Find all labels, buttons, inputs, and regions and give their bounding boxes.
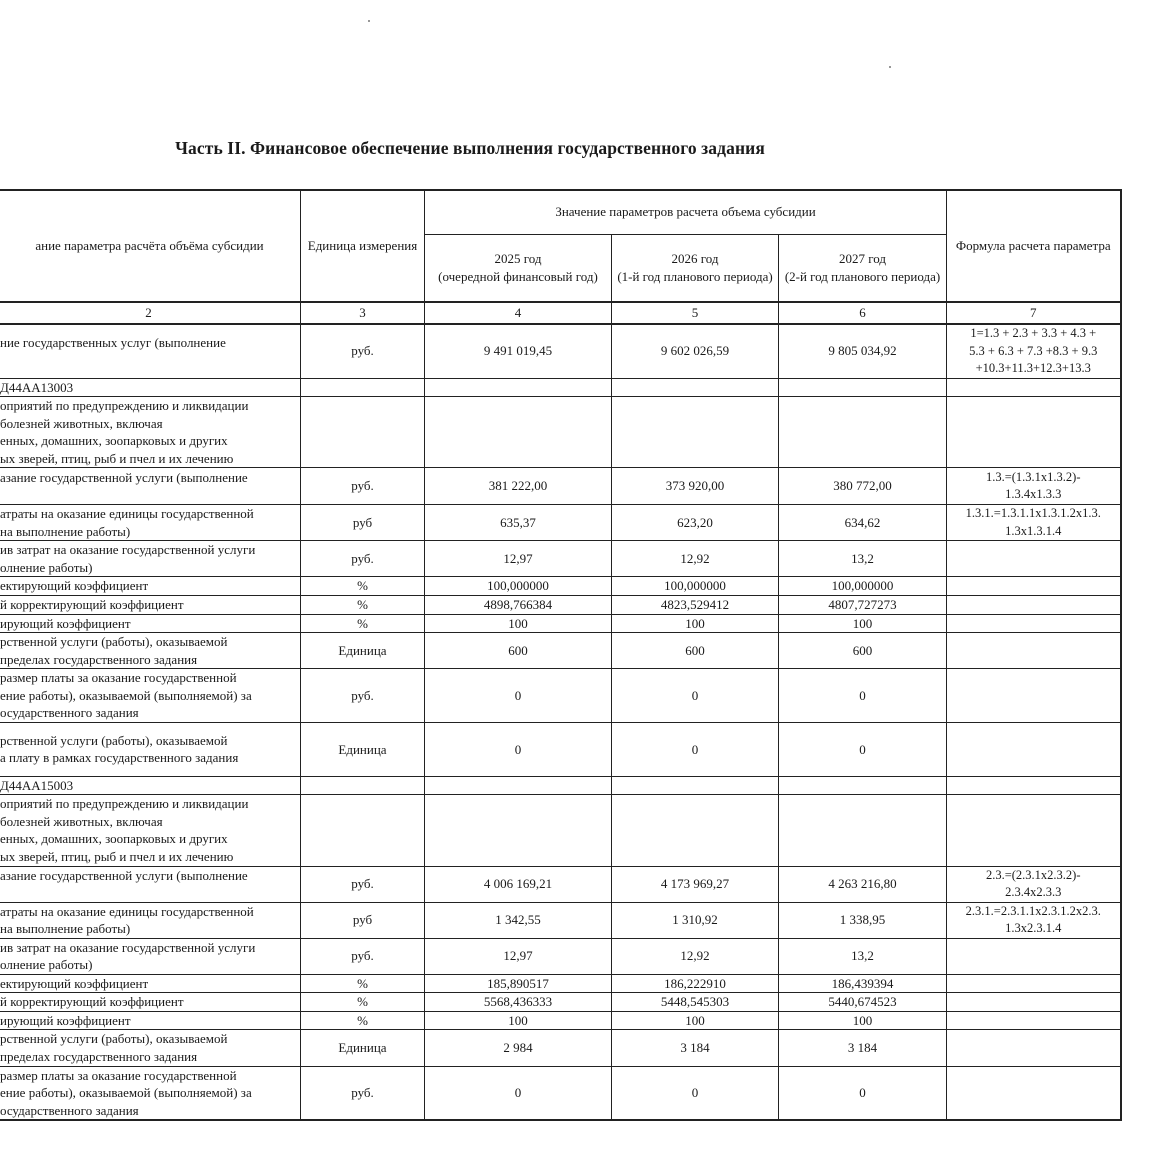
parameter-name-line: енных, домашних, зоопарковых и других xyxy=(0,831,228,847)
value-2025: 2 984 xyxy=(425,1030,612,1066)
unit-cell: руб. xyxy=(301,866,425,902)
parameter-name-line: оприятий по предупреждению и ликвидации xyxy=(0,398,249,414)
parameter-name xyxy=(0,776,301,795)
value-2026: 12,92 xyxy=(612,938,779,974)
table-row xyxy=(0,614,1121,633)
table-row xyxy=(0,974,1121,993)
header-parameter-name: ание параметра расчёта объёма субсидии xyxy=(0,190,301,302)
subsidy-parameters-table xyxy=(0,189,1122,1121)
value-2026: 4 173 969,27 xyxy=(612,866,779,902)
formula-cell xyxy=(947,468,1121,505)
table-row xyxy=(0,633,1121,669)
table-row xyxy=(0,595,1121,614)
parameter-name-line: ение работы), оказываемой (выполняемой) за xyxy=(0,687,252,703)
table-row xyxy=(0,866,1121,902)
parameter-name xyxy=(0,505,301,541)
value-2026 xyxy=(612,397,779,468)
value-2026: 5448,545303 xyxy=(612,993,779,1012)
value-2027 xyxy=(779,397,947,468)
formula-line: 1.3x2.3.1.4 xyxy=(1005,921,1062,936)
value-2027: 13,2 xyxy=(779,938,947,974)
value-2026: 9 602 026,59 xyxy=(612,324,779,378)
formula-cell xyxy=(947,993,1121,1012)
parameter-name xyxy=(0,938,301,974)
unit-cell: руб. xyxy=(301,938,425,974)
value-2027: 3 184 xyxy=(779,1030,947,1066)
formula-line: +10.3+11.3+12.3+13.3 xyxy=(975,361,1091,375)
table-row xyxy=(0,577,1121,596)
value-2025: 100 xyxy=(425,614,612,633)
column-number: 2 xyxy=(0,302,301,324)
parameter-name xyxy=(0,902,301,938)
parameter-name-line: ирующий коэффициент xyxy=(0,1012,131,1028)
parameter-name-line: пределах государственного задания xyxy=(0,1049,198,1064)
value-2026 xyxy=(612,776,779,795)
value-2025: 635,37 xyxy=(425,505,612,541)
parameter-name-line: болезней животных, включая xyxy=(0,813,163,829)
value-2027: 600 xyxy=(779,633,947,669)
parameter-name-line xyxy=(0,884,297,902)
value-2026: 623,20 xyxy=(612,505,779,541)
unit-cell xyxy=(301,795,425,866)
parameter-name-line: ектирующий коэффициент xyxy=(0,578,149,594)
header-formula: Формула расчета параметра xyxy=(947,190,1121,302)
parameter-name xyxy=(0,324,301,378)
formula-cell xyxy=(947,541,1121,577)
parameter-name-line: олнение работы) xyxy=(0,957,93,973)
value-2025: 0 xyxy=(425,669,612,723)
unit-cell: руб xyxy=(301,505,425,541)
parameter-name xyxy=(0,633,301,669)
parameter-name xyxy=(0,722,301,776)
value-2026: 1 310,92 xyxy=(612,902,779,938)
value-2026 xyxy=(612,378,779,397)
formula-cell xyxy=(947,595,1121,614)
value-2027: 9 805 034,92 xyxy=(779,324,947,378)
table-row xyxy=(0,669,1121,723)
value-2026: 0 xyxy=(612,1066,779,1120)
formula-cell xyxy=(947,722,1121,776)
header-values-group: Значение параметров расчета объема субсидии xyxy=(425,190,947,234)
table-row xyxy=(0,541,1121,577)
value-2027: 100,000000 xyxy=(779,577,947,596)
value-2025: 12,97 xyxy=(425,541,612,577)
unit-cell: Единица xyxy=(301,1030,425,1066)
value-2027 xyxy=(779,795,947,866)
value-2025: 0 xyxy=(425,722,612,776)
value-2025: 12,97 xyxy=(425,938,612,974)
value-2026: 4823,529412 xyxy=(612,595,779,614)
formula-line: 1.3.1.=1.3.1.1x1.3.1.2x1.3. xyxy=(965,506,1101,521)
column-number: 5 xyxy=(612,302,779,324)
formula-cell xyxy=(947,974,1121,993)
unit-cell: Единица xyxy=(301,722,425,776)
value-2025: 0 xyxy=(425,1066,612,1120)
unit-cell: % xyxy=(301,595,425,614)
value-2027: 5440,674523 xyxy=(779,993,947,1012)
unit-cell xyxy=(301,397,425,468)
formula-cell xyxy=(947,776,1121,795)
unit-cell: руб. xyxy=(301,1066,425,1120)
value-2026: 100 xyxy=(612,614,779,633)
formula-line: 2.3.1.=2.3.1.1x2.3.1.2x2.3. xyxy=(965,903,1101,918)
table-row xyxy=(0,1011,1121,1030)
unit-cell: % xyxy=(301,1011,425,1030)
parameter-name-line: олнение работы) xyxy=(0,559,93,575)
parameter-name xyxy=(0,974,301,993)
parameter-name xyxy=(0,577,301,596)
value-2025: 9 491 019,45 xyxy=(425,324,612,378)
parameter-name-line: ых зверей, птиц, рыб и пчел и их лечению xyxy=(0,848,234,864)
table-row xyxy=(0,902,1121,938)
table-row xyxy=(0,993,1121,1012)
value-2025: 100 xyxy=(425,1011,612,1030)
formula-line: 2.3.4x2.3.3 xyxy=(1005,885,1062,900)
parameter-name-line: азание государственной услуги (выполнение xyxy=(0,867,248,883)
table-row xyxy=(0,468,1121,505)
value-2026: 0 xyxy=(612,669,779,723)
parameter-name-line: й корректирующий коэффициент xyxy=(0,994,184,1010)
value-2026: 3 184 xyxy=(612,1030,779,1066)
formula-cell xyxy=(947,614,1121,633)
table-row xyxy=(0,505,1121,541)
value-2027: 634,62 xyxy=(779,505,947,541)
parameter-name-line: ив затрат на оказание государственной услуги xyxy=(0,939,256,955)
value-2027: 186,439394 xyxy=(779,974,947,993)
table-row xyxy=(0,1066,1121,1120)
table-row xyxy=(0,378,1121,397)
parameter-name-line: на выполнение работы) xyxy=(0,523,131,539)
table-row xyxy=(0,776,1121,795)
formula-cell xyxy=(947,577,1121,596)
value-2026: 186,222910 xyxy=(612,974,779,993)
parameter-name-line: ирующий коэффициент xyxy=(0,615,131,631)
parameter-name-line: осударственного задания xyxy=(0,1102,139,1118)
unit-cell: руб. xyxy=(301,669,425,723)
parameter-name-line: азание государственной услуги (выполнение xyxy=(0,469,248,485)
parameter-name xyxy=(0,1066,301,1120)
parameter-name xyxy=(0,468,301,505)
unit-cell: Единица xyxy=(301,633,425,669)
value-2025: 1 342,55 xyxy=(425,902,612,938)
parameter-name-line: на выполнение работы) xyxy=(0,921,131,937)
page-title: Часть II. Финансовое обеспечение выполнения государственного задания xyxy=(175,138,765,158)
parameter-name-line: ние государственных услуг (выполнение xyxy=(0,334,226,350)
formula-line: 1.3x1.3.1.4 xyxy=(1005,523,1062,538)
parameter-name-line: осударственного задания xyxy=(0,705,139,721)
formula-cell xyxy=(947,1030,1121,1066)
parameter-name-line: атраты на оказание единицы государственной xyxy=(0,506,254,522)
parameter-name-line: ив затрат на оказание государственной услуги xyxy=(0,542,256,558)
value-2025: 185,890517 xyxy=(425,974,612,993)
value-2025: 4 006 169,21 xyxy=(425,866,612,902)
value-2025: 4898,766384 xyxy=(425,595,612,614)
value-2027: 0 xyxy=(779,669,947,723)
value-2026 xyxy=(612,795,779,866)
parameter-name xyxy=(0,595,301,614)
value-2027: 13,2 xyxy=(779,541,947,577)
parameter-name xyxy=(0,397,301,468)
unit-cell: руб. xyxy=(301,541,425,577)
value-2027: 0 xyxy=(779,722,947,776)
value-2026: 100,000000 xyxy=(612,577,779,596)
value-2027: 1 338,95 xyxy=(779,902,947,938)
value-2027: 380 772,00 xyxy=(779,468,947,505)
column-number: 4 xyxy=(425,302,612,324)
header-year-2025: 2025 год (очередной финансовый год) xyxy=(425,234,612,302)
parameter-name xyxy=(0,614,301,633)
value-2026: 100 xyxy=(612,1011,779,1030)
formula-cell xyxy=(947,324,1121,378)
formula-cell xyxy=(947,1066,1121,1120)
parameter-name-line: й корректирующий коэффициент xyxy=(0,596,184,612)
value-2027 xyxy=(779,776,947,795)
parameter-name-line: ектирующий коэффициент xyxy=(0,975,149,991)
value-2025: 381 222,00 xyxy=(425,468,612,505)
unit-cell: % xyxy=(301,974,425,993)
unit-cell: % xyxy=(301,993,425,1012)
formula-line: 1=1.3 + 2.3 + 3.3 + 4.3 + xyxy=(970,326,1097,340)
unit-cell: руб xyxy=(301,902,425,938)
formula-cell xyxy=(947,938,1121,974)
unit-cell: % xyxy=(301,577,425,596)
formula-cell xyxy=(947,902,1121,938)
table-row xyxy=(0,795,1121,866)
table-row xyxy=(0,1030,1121,1066)
value-2025 xyxy=(425,776,612,795)
parameter-name xyxy=(0,866,301,902)
formula-cell xyxy=(947,378,1121,397)
parameter-name-line: оприятий по предупреждению и ликвидации xyxy=(0,796,249,812)
formula-line: 1.3.4x1.3.3 xyxy=(1005,487,1062,502)
parameter-name-line: ых зверей, птиц, рыб и пчел и их лечению xyxy=(0,450,234,466)
table-row xyxy=(0,938,1121,974)
parameter-name xyxy=(0,669,301,723)
value-2026: 373 920,00 xyxy=(612,468,779,505)
formula-line: 1.3.=(1.3.1x1.3.2)- xyxy=(985,469,1081,484)
parameter-name xyxy=(0,378,301,397)
value-2027: 4807,727273 xyxy=(779,595,947,614)
table-body xyxy=(0,324,1121,1120)
header-year-2026: 2026 год (1-й год планового периода) xyxy=(612,234,779,302)
parameter-name-line: пределах государственного задания xyxy=(0,651,198,667)
value-2026: 12,92 xyxy=(612,541,779,577)
value-2027: 4 263 216,80 xyxy=(779,866,947,902)
value-2027 xyxy=(779,378,947,397)
value-2025 xyxy=(425,795,612,866)
column-number: 6 xyxy=(779,302,947,324)
value-2027: 0 xyxy=(779,1066,947,1120)
formula-cell xyxy=(947,633,1121,669)
parameter-name xyxy=(0,993,301,1012)
unit-cell xyxy=(301,378,425,397)
value-2025: 600 xyxy=(425,633,612,669)
header-year-2027: 2027 год (2-й год планового периода) xyxy=(779,234,947,302)
formula-cell xyxy=(947,505,1121,541)
parameter-name-line: рственной услуги (работы), оказываемой xyxy=(0,1031,228,1047)
parameter-name-line xyxy=(0,351,297,369)
parameter-name xyxy=(0,1011,301,1030)
parameter-name-line: атраты на оказание единицы государственной xyxy=(0,903,254,919)
unit-cell: руб. xyxy=(301,324,425,378)
table-row xyxy=(0,722,1121,776)
parameter-name xyxy=(0,795,301,866)
formula-cell xyxy=(947,669,1121,723)
unit-cell xyxy=(301,776,425,795)
formula-cell xyxy=(947,1011,1121,1030)
value-2025 xyxy=(425,397,612,468)
parameter-name xyxy=(0,541,301,577)
value-2025: 5568,436333 xyxy=(425,993,612,1012)
value-2027: 100 xyxy=(779,614,947,633)
value-2027: 100 xyxy=(779,1011,947,1030)
parameter-name xyxy=(0,1030,301,1066)
value-2026: 600 xyxy=(612,633,779,669)
formula-line: 5.3 + 6.3 + 7.3 +8.3 + 9.3 xyxy=(969,343,1098,358)
unit-cell: руб. xyxy=(301,468,425,505)
unit-cell: % xyxy=(301,614,425,633)
column-number: 7 xyxy=(947,302,1121,324)
value-2025 xyxy=(425,378,612,397)
parameter-name-line: Д44АА13003 xyxy=(0,379,74,395)
parameter-name-line: болезней животных, включая xyxy=(0,415,163,431)
parameter-name-line: рственной услуги (работы), оказываемой xyxy=(0,634,228,650)
parameter-name-line: енных, домашних, зоопарковых и других xyxy=(0,433,228,449)
value-2025: 100,000000 xyxy=(425,577,612,596)
parameter-name-line: размер платы за оказание государственной xyxy=(0,670,237,686)
table-row xyxy=(0,397,1121,468)
parameter-name-line: размер платы за оказание государственной xyxy=(0,1067,237,1083)
formula-cell xyxy=(947,795,1121,866)
value-2026: 0 xyxy=(612,722,779,776)
parameter-name-line: рственной услуги (работы), оказываемой xyxy=(0,732,228,748)
table-row xyxy=(0,324,1121,378)
header-unit: Единица измерения xyxy=(301,190,425,302)
parameter-name-line: Д44АА15003 xyxy=(0,777,74,793)
parameter-name-line: ение работы), оказываемой (выполняемой) за xyxy=(0,1085,252,1101)
formula-cell xyxy=(947,397,1121,468)
parameter-name-line xyxy=(0,486,297,504)
parameter-name-line: а плату в рамках государственного задания xyxy=(0,750,239,766)
formula-cell xyxy=(947,866,1121,902)
column-number: 3 xyxy=(301,302,425,324)
formula-line: 2.3.=(2.3.1x2.3.2)- xyxy=(985,867,1081,882)
